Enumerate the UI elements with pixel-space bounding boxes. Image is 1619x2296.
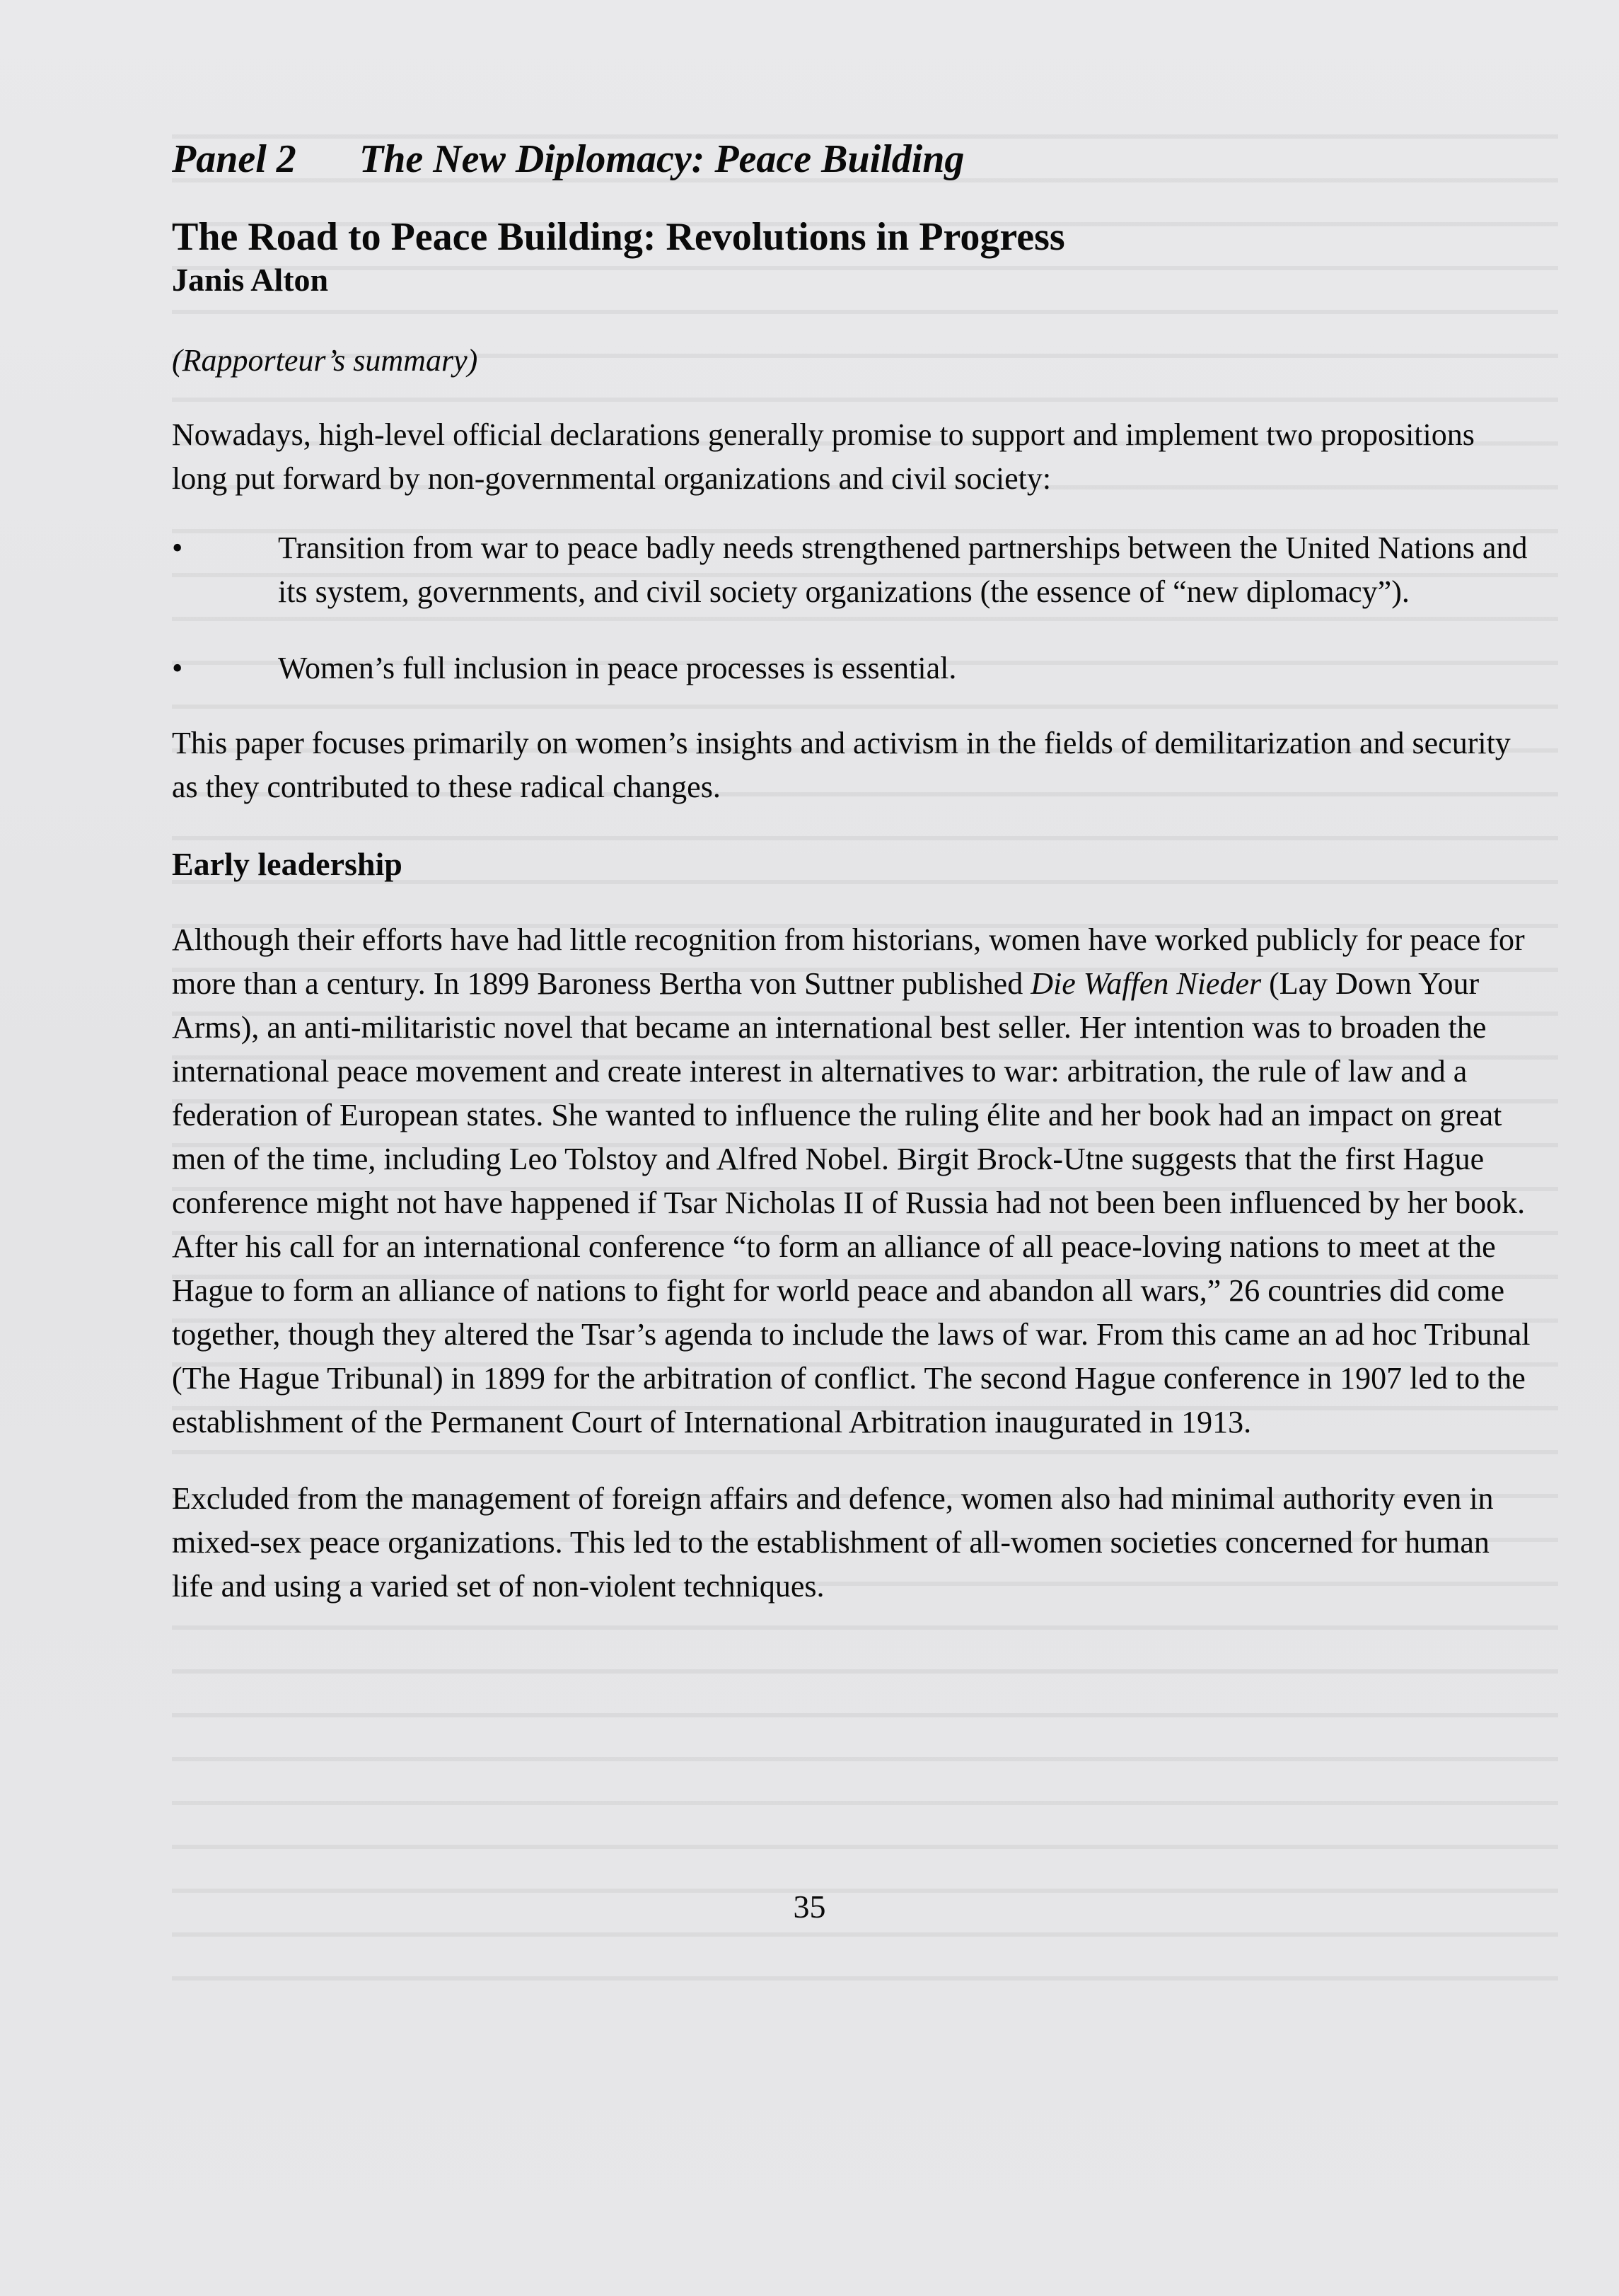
article-title: The Road to Peace Building: Revolutions in Progress <box>172 215 1065 259</box>
bullet-icon: • <box>172 651 183 685</box>
focus-paragraph: This paper focuses primarily on women’s insights and activism in the fields of demilitarization and security as they contributed to these radical changes. <box>172 726 1511 804</box>
author-name: Janis Alton <box>172 262 329 298</box>
panel-number: Panel 2 <box>172 137 296 181</box>
excluded-paragraph: Excluded from the management of foreign affairs and defence, women also had minimal authority even in mixed-sex peace organizations. This led to the establishment of all-women societies concerned for human life and using a varied set of non-violent techniques. <box>172 1481 1494 1604</box>
propositions-list <box>172 526 1537 690</box>
history-text-end: (Lay Down Your Arms), an anti-militaristic novel that became an international best seller. Her intention was to broaden the international peace movement and create interest in alternatives to war: arbitration, the rule of law and a federation of European states. She wanted to influence the ruling élite and her book had an impact on great men of the time, including Leo Tolstoy and Alfred Nobel. Birgit Brock-Utne suggests that the first Hague conference might not have happened if Tsar Nicholas II of Russia had not been been influenced by her book. After his call for an international conference “to form an alliance of all peace-loving nations to meet at the Hague to form an alliance of nations to fight for world peace and abandon all wars,” 26 countries did come together, though they altered the Tsar’s agenda to include the laws of war. From this came an ad hoc Tribunal (The Hague Tribunal) in 1899 for the arbitration of conflict. The second Hague conference in 1907 led to the establishment of the Permanent Court of International Arbitration inaugurated in 1913. <box>172 966 1531 1439</box>
list-item-text: Women’s full inclusion in peace processes is essential. <box>278 651 957 685</box>
panel-title: The New Diplomacy: Peace Building <box>359 137 965 181</box>
page-number: 35 <box>793 1889 826 1925</box>
bullet-icon: • <box>172 530 183 565</box>
rapporteur-note: (Rapporteur’s summary) <box>172 343 478 378</box>
section-heading: Early leadership <box>172 846 402 882</box>
history-text-start: Although their efforts have had little recognition from historians, women have worked publicly for peace for more than a century. In 1899 Baroness Bertha von Suttner published <box>172 922 1525 1001</box>
book-title: Die Waffen Nieder <box>1031 966 1262 1001</box>
page-content <box>172 134 1537 1608</box>
intro-paragraph: Nowadays, high-level official declarations generally promise to support and implement two propositions long put forward by non-governmental organizations and civil society: <box>172 417 1475 496</box>
history-paragraph <box>172 918 1537 1444</box>
list-item-text: Transition from war to peace badly needs strengthened partnerships between the United Nations and its system, governments, and civil society organizations (the essence of “new diplomacy”). <box>278 530 1528 609</box>
panel-heading <box>172 134 1537 184</box>
list-item <box>172 647 1537 690</box>
list-item <box>172 526 1537 614</box>
